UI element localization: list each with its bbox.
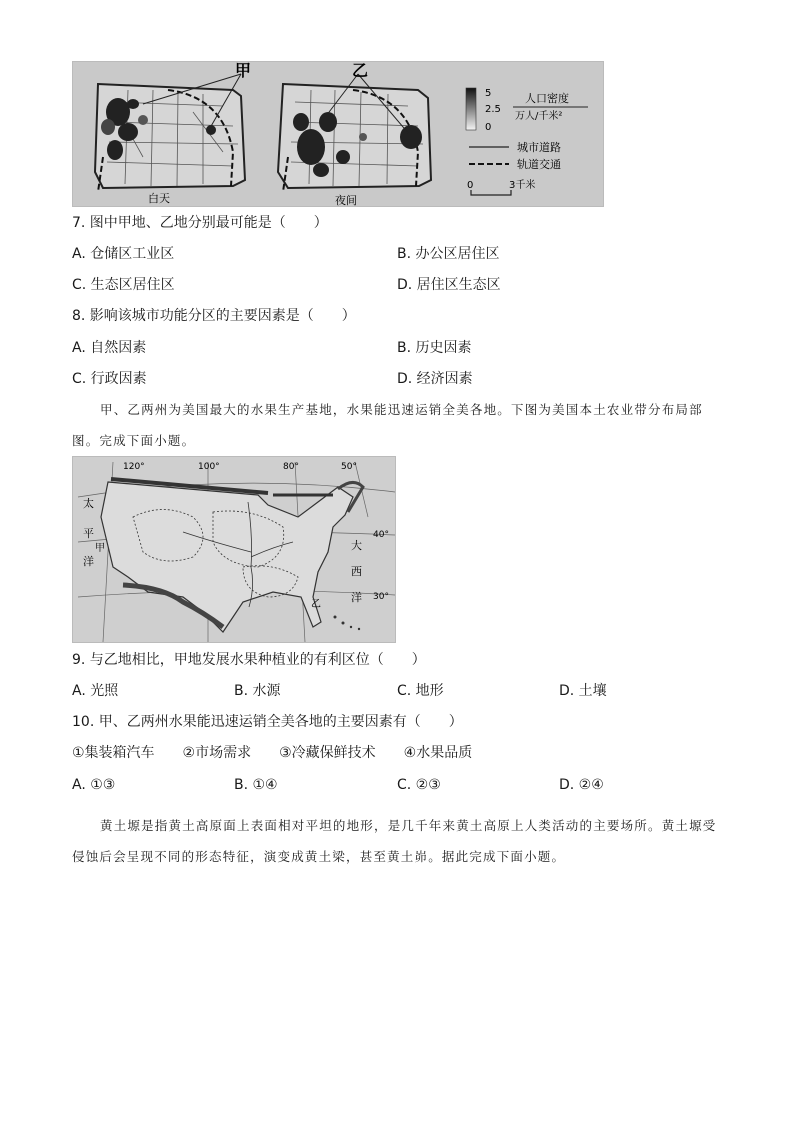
q7-option-b[interactable]: B. 办公区居住区 bbox=[397, 246, 500, 262]
map-label-yi: 乙 bbox=[311, 599, 321, 610]
svg-text:2.5: 2.5 bbox=[485, 104, 501, 115]
q9-option-d[interactable]: D. 土壤 bbox=[559, 683, 607, 699]
population-density-figure bbox=[72, 61, 604, 207]
svg-text:太: 太 bbox=[83, 497, 94, 510]
svg-text:80°: 80° bbox=[283, 462, 299, 472]
us-agriculture-map bbox=[73, 457, 395, 642]
q7-option-d[interactable]: D. 居住区生态区 bbox=[397, 277, 501, 293]
scale-bar bbox=[471, 190, 511, 195]
q10-option-d[interactable]: D. ②④ bbox=[559, 777, 604, 793]
svg-text:洋: 洋 bbox=[351, 591, 362, 604]
svg-text:30°: 30° bbox=[373, 592, 389, 602]
panel-night-label: 夜间 bbox=[335, 194, 357, 206]
population-density-maps bbox=[73, 62, 603, 206]
question-9-stem: 9. 与乙地相比，甲地发展水果种植业的有利区位（ ） bbox=[72, 652, 426, 668]
map-label-jia: 甲 bbox=[95, 543, 105, 554]
legend-unit: 万人/千米² bbox=[515, 111, 563, 122]
us-agriculture-map-figure bbox=[72, 456, 396, 643]
svg-text:0: 0 bbox=[485, 122, 492, 133]
usa-intro-paragraph: 甲、乙两州为美国最大的水果生产基地，水果能迅速运销全美各地。下图为美国本土农业带分布局部图。完成下面小题。 bbox=[72, 402, 703, 448]
label-jia: 甲 bbox=[235, 62, 252, 80]
question-7-stem: 7. 图中甲地、乙地分别最可能是（ ） bbox=[72, 215, 328, 231]
svg-text:40°: 40° bbox=[373, 530, 389, 540]
q9-option-b[interactable]: B. 水源 bbox=[234, 683, 281, 699]
q10-option-c[interactable]: C. ②③ bbox=[397, 777, 441, 793]
loess-intro-paragraph: 黄土塬是指黄土高原面上表面相对平坦的地形，是几千年来黄土高原上人类活动的主要场所。黄土塬受侵蚀后会呈现不同的形态特征，演变成黄土梁，甚至黄土峁。据此完成下面小题。 bbox=[72, 818, 717, 864]
q8-option-c[interactable]: C. 行政因素 bbox=[72, 371, 147, 387]
caribbean-islands bbox=[334, 616, 361, 631]
svg-text:大: 大 bbox=[351, 539, 362, 552]
svg-text:西: 西 bbox=[351, 565, 362, 578]
q8-option-b[interactable]: B. 历史因素 bbox=[397, 340, 472, 356]
q9-option-c[interactable]: C. 地形 bbox=[397, 683, 444, 699]
svg-text:轨道交通: 轨道交通 bbox=[517, 158, 561, 171]
svg-text:100°: 100° bbox=[198, 462, 220, 472]
question-8-stem: 8. 影响该城市功能分区的主要因素是（ ） bbox=[72, 308, 356, 324]
q9-option-a[interactable]: A. 光照 bbox=[72, 683, 119, 699]
svg-text:平: 平 bbox=[83, 527, 94, 540]
q7-option-a[interactable]: A. 仓储区工业区 bbox=[72, 246, 175, 262]
q8-option-a[interactable]: A. 自然因素 bbox=[72, 340, 147, 356]
q10-option-a[interactable]: A. ①③ bbox=[72, 777, 116, 793]
svg-text:洋: 洋 bbox=[83, 555, 94, 568]
svg-text:0: 0 bbox=[467, 180, 474, 191]
label-yi: 乙 bbox=[352, 62, 369, 80]
q10-option-b[interactable]: B. ①④ bbox=[234, 777, 278, 793]
q8-option-d[interactable]: D. 经济因素 bbox=[397, 371, 473, 387]
svg-text:5: 5 bbox=[485, 88, 492, 99]
svg-text:3千米: 3千米 bbox=[509, 180, 536, 191]
density-legend-bar bbox=[466, 88, 476, 130]
legend-title: 人口密度 bbox=[525, 92, 569, 105]
svg-text:50°: 50° bbox=[341, 462, 357, 472]
question-10-factors: ①集装箱汽车 ②市场需求 ③冷藏保鲜技术 ④水果品质 bbox=[72, 745, 473, 761]
panel-day-label: 白天 bbox=[148, 192, 170, 205]
q7-option-c[interactable]: C. 生态区居住区 bbox=[72, 277, 175, 293]
question-10-stem: 10. 甲、乙两州水果能迅速运销全美各地的主要因素有（ ） bbox=[72, 714, 463, 730]
svg-text:城市道路: 城市道路 bbox=[517, 141, 561, 154]
svg-text:120°: 120° bbox=[123, 462, 145, 472]
